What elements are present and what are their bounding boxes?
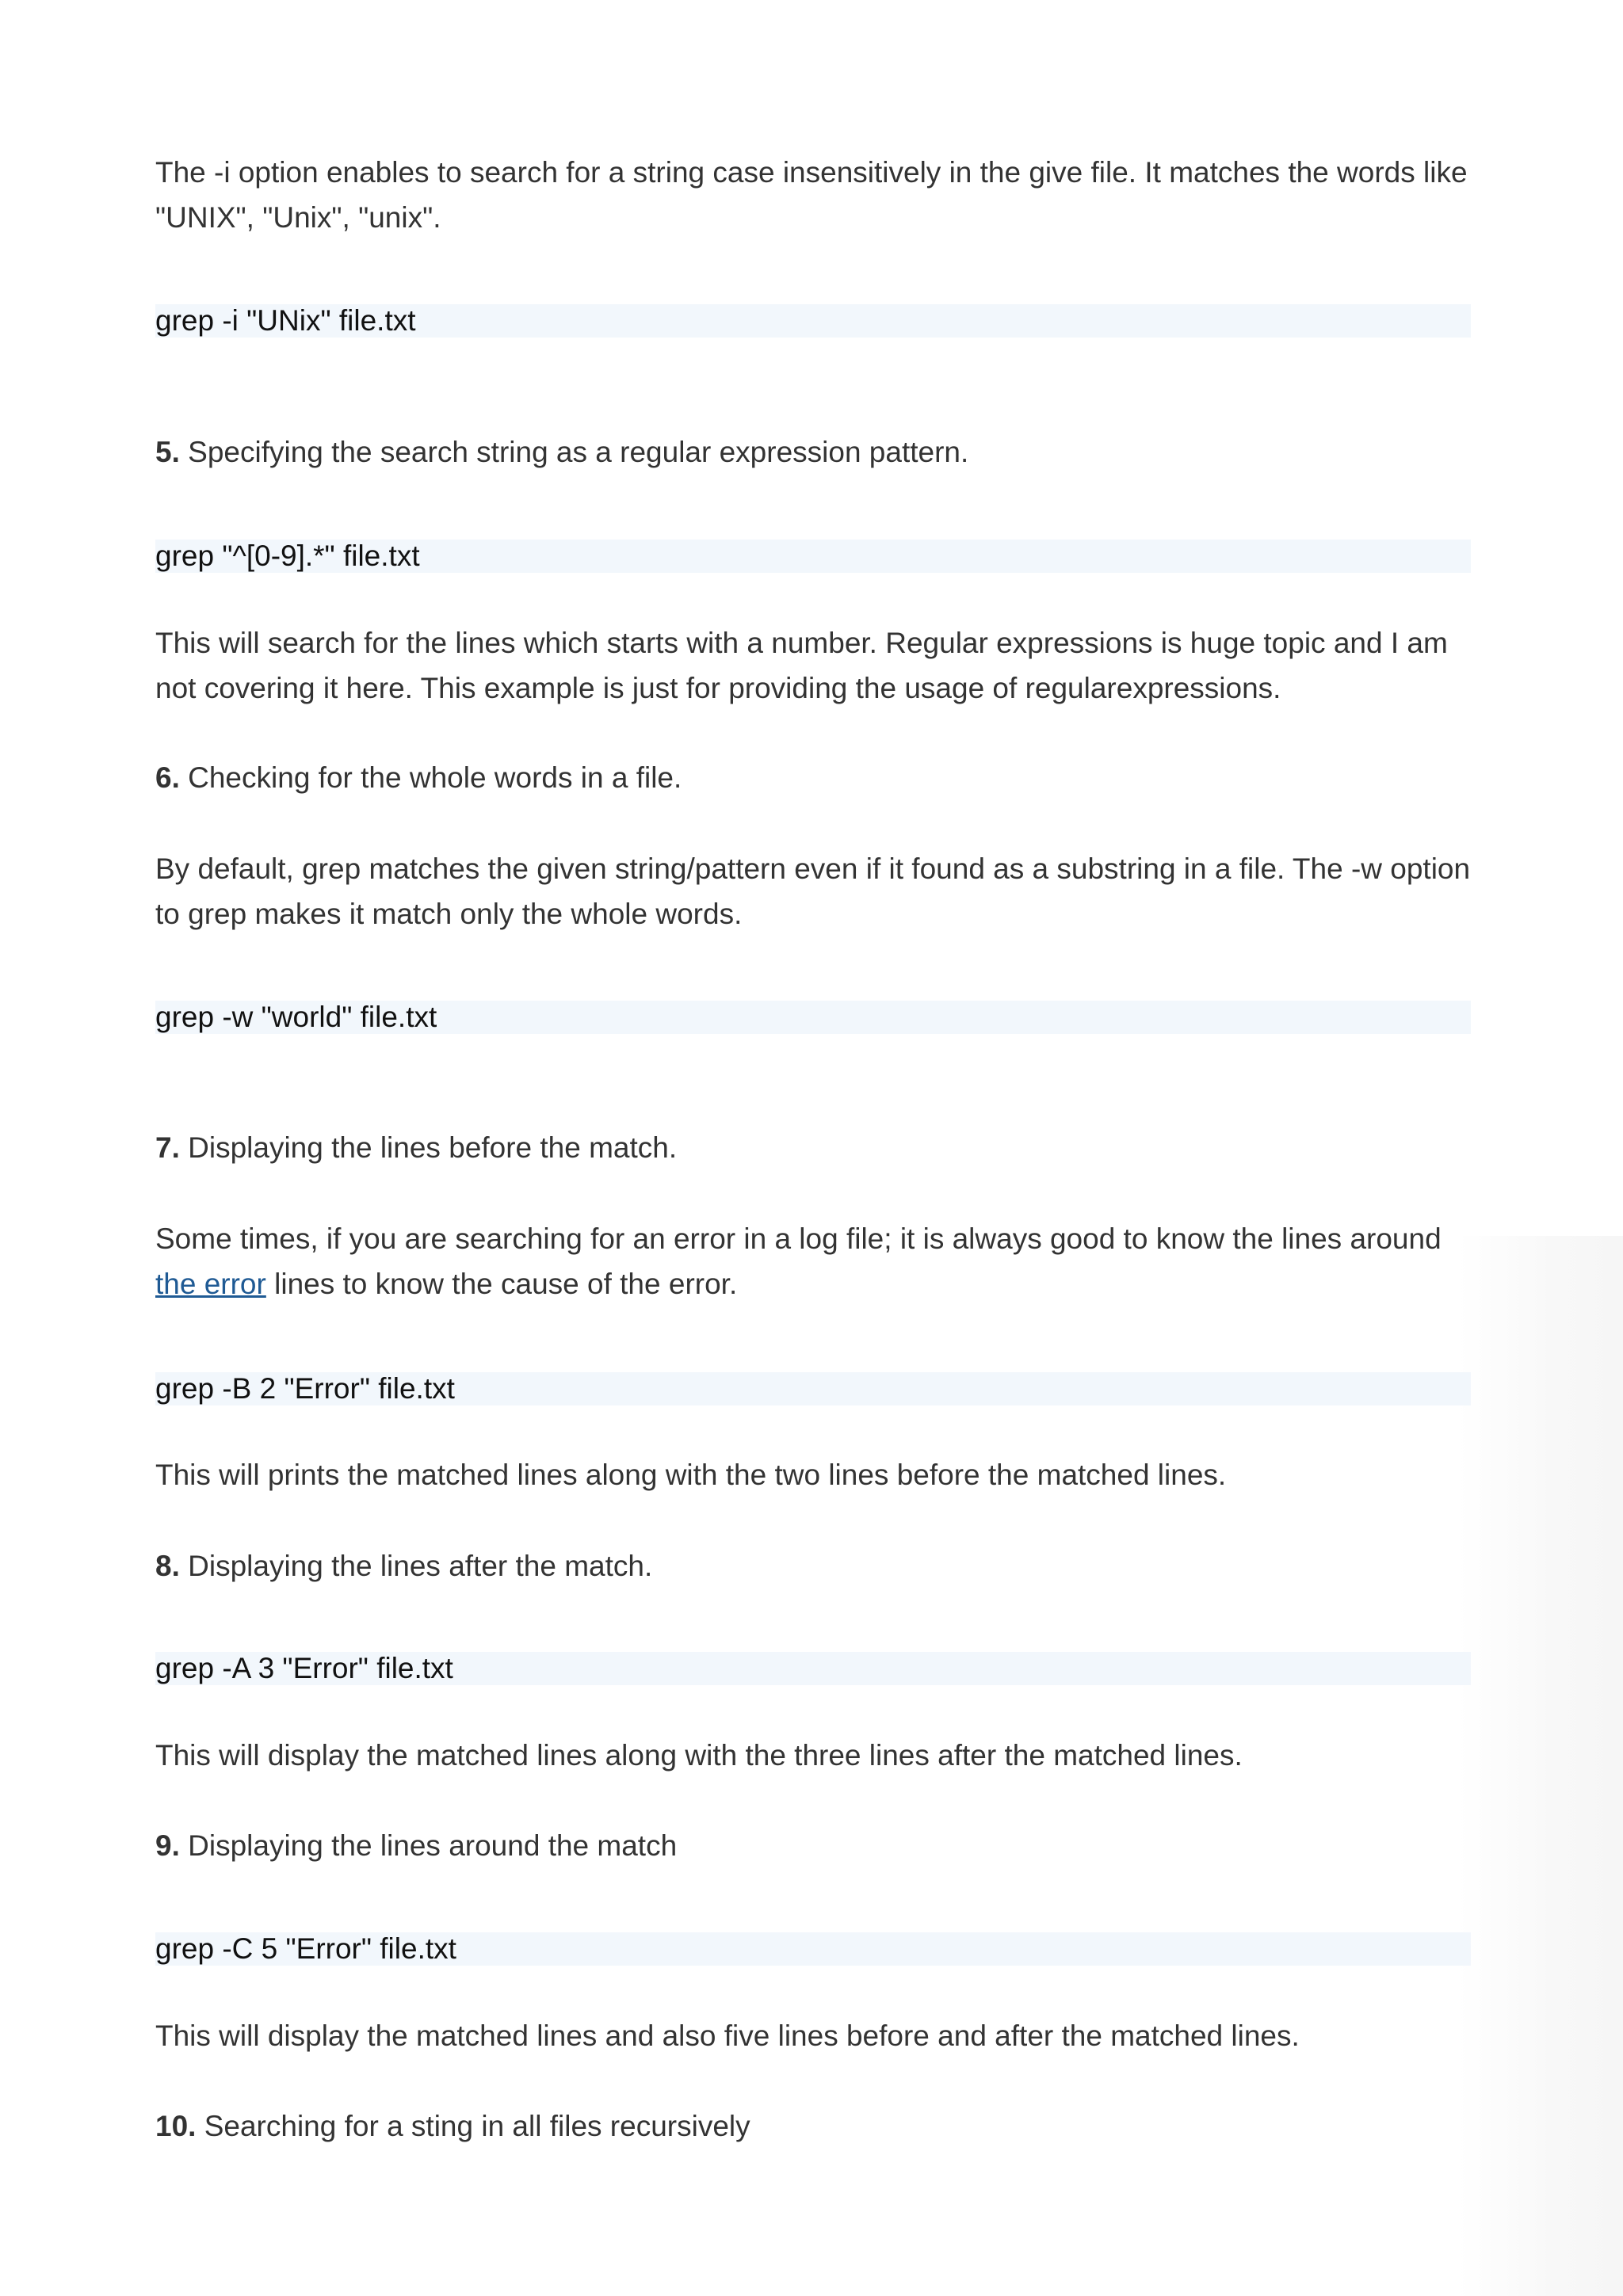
step-text: Searching for a sting in all files recursively [196,2110,750,2142]
code-block-grep-C: grep -C 5 "Error" file.txt [155,1932,1471,1966]
step-number: 10. [155,2110,197,2142]
step-10-heading [155,2103,1479,2149]
paragraph-text-start: Some times, if you are searching for an error in a log file; it is always good to know the lines around [155,1222,1442,1255]
paragraph-whole-words: By default, grep matches the given string/pattern even if it found as a substring in a file. The -w option to grep makes it match only the whole words. [155,852,1471,930]
step-text: Displaying the lines after the match. [179,1550,653,1582]
step-number: 9. [155,1829,180,1862]
the-error-link[interactable]: the error [155,1268,266,1300]
paragraph-text-end: lines to know the cause of the error. [265,1268,738,1300]
step-number: 6. [155,761,180,794]
step-8-heading [155,1543,1479,1589]
code-block-grep-B: grep -B 2 "Error" file.txt [155,1372,1471,1405]
paragraph-case-insensitive: The -i option enables to search for a string case insensitively in the give file. It matches the words like "UNIX", "Unix", "unix". [155,156,1468,234]
step-6-heading [155,755,1479,800]
step-7-heading [155,1125,1479,1170]
step-text: Specifying the search string as a regular expression pattern. [179,436,969,468]
paragraph-regex-explanation: This will search for the lines which starts with a number. Regular expressions is huge topic and I am not covering it here. This example is just for providing the usage of regularexpressions. [155,627,1448,704]
step-text: Checking for the whole words in a file. [179,761,682,794]
step-text: Displaying the lines around the match [179,1829,678,1862]
paragraph-before-explanation: This will prints the matched lines along with the two lines before the matched lines. [155,1459,1227,1491]
paragraph-after-explanation: This will display the matched lines along with the three lines after the matched lines. [155,1739,1243,1772]
code-block-grep-A: grep -A 3 "Error" file.txt [155,1652,1471,1685]
step-number: 8. [155,1550,180,1582]
step-number: 7. [155,1131,180,1164]
code-block-grep-regex: grep "^[0-9].*" file.txt [155,540,1471,573]
code-block-grep-w: grep -w "world" file.txt [155,1001,1471,1034]
step-9-heading [155,1823,1479,1868]
paragraph-around-explanation: This will display the matched lines and also five lines before and after the matched lines. [155,2019,1300,2052]
page-edge-shadow [1458,1236,1623,2296]
step-5-heading [155,429,1479,475]
paragraph-lines-before [155,1216,1479,1306]
code-block-grep-i: grep -i "UNix" file.txt [155,304,1471,338]
step-text: Displaying the lines before the match. [179,1131,678,1164]
step-number: 5. [155,436,180,468]
